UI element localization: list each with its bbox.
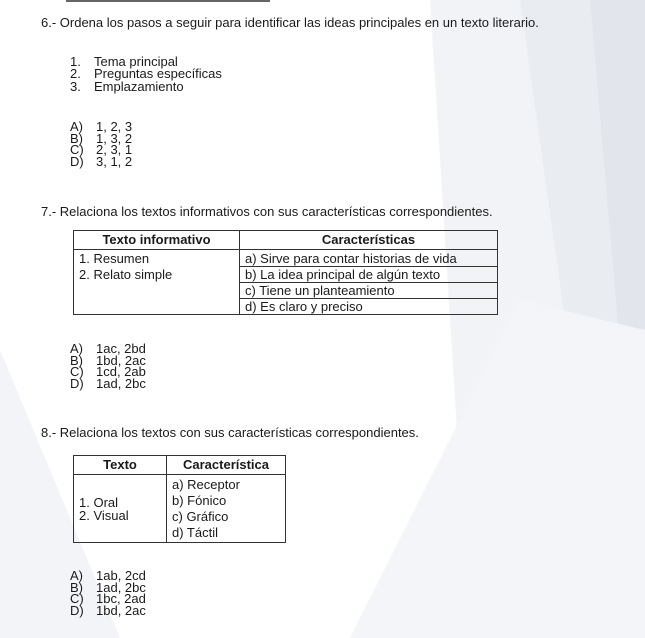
question-8-prompt: 8.- Relaciona los textos con sus características correspondientes.	[41, 425, 419, 440]
step-item: 3. Emplazamiento	[70, 78, 184, 94]
question-7-options	[70, 343, 146, 389]
answer-option-d[interactable]: D) 3, 1, 2	[70, 153, 133, 169]
table-right-cell: a) Receptor b) Fónico c) Gráfico d) Táctil	[167, 475, 286, 543]
answer-option-a[interactable]: A) 1ab, 2cd	[70, 568, 146, 583]
answer-option-b[interactable]: B) 1, 3, 2	[70, 130, 133, 146]
table-header-right: Características	[240, 231, 498, 250]
question-7-prompt: 7.- Relaciona los textos informativos con sus características correspondientes.	[41, 204, 493, 219]
table-left-cell: 1. Oral 2. Visual	[74, 475, 167, 543]
answer-option-c[interactable]: C) 1cd, 2ab	[70, 364, 146, 379]
answer-option-b[interactable]: B) 1bd, 2ac	[70, 352, 146, 368]
answer-option-d[interactable]: D) 1ad, 2bc	[70, 375, 146, 391]
question-6-options	[70, 121, 132, 167]
table-left-cell: 1. Resumen 2. Relato simple	[74, 250, 240, 315]
answer-option-a[interactable]: A) 1, 2, 3	[70, 119, 133, 134]
question-8-options	[70, 570, 146, 616]
answer-option-c[interactable]: C) 1bc, 2ad	[70, 591, 146, 606]
step-item: 1. Tema principal	[70, 54, 178, 69]
header-rule	[66, 0, 270, 2]
question-6-prompt: 6.- Ordena los pasos a seguir para identificar las ideas principales en un texto literario.	[41, 15, 539, 30]
table-header-right: Característica	[167, 456, 286, 475]
table-header-left: Texto	[74, 456, 167, 475]
answer-option-b[interactable]: B) 1ad, 2bc	[70, 579, 146, 595]
question-7-table	[73, 230, 498, 315]
question-8-table	[73, 455, 286, 543]
table-header-left: Texto informativo	[74, 231, 240, 250]
answer-option-a[interactable]: A) 1ac, 2bd	[70, 341, 146, 356]
question-6-steps	[70, 56, 222, 93]
step-item: 2. Preguntas específicas	[70, 66, 222, 82]
table-right-cell: a) Sirve para contar historias de vida b) La idea principal de algún texto c) Tiene un planteamiento d) Es claro y preciso	[240, 250, 498, 315]
answer-option-c[interactable]: C) 2, 3, 1	[70, 142, 133, 157]
answer-option-d[interactable]: D) 1bd, 2ac	[70, 602, 146, 618]
